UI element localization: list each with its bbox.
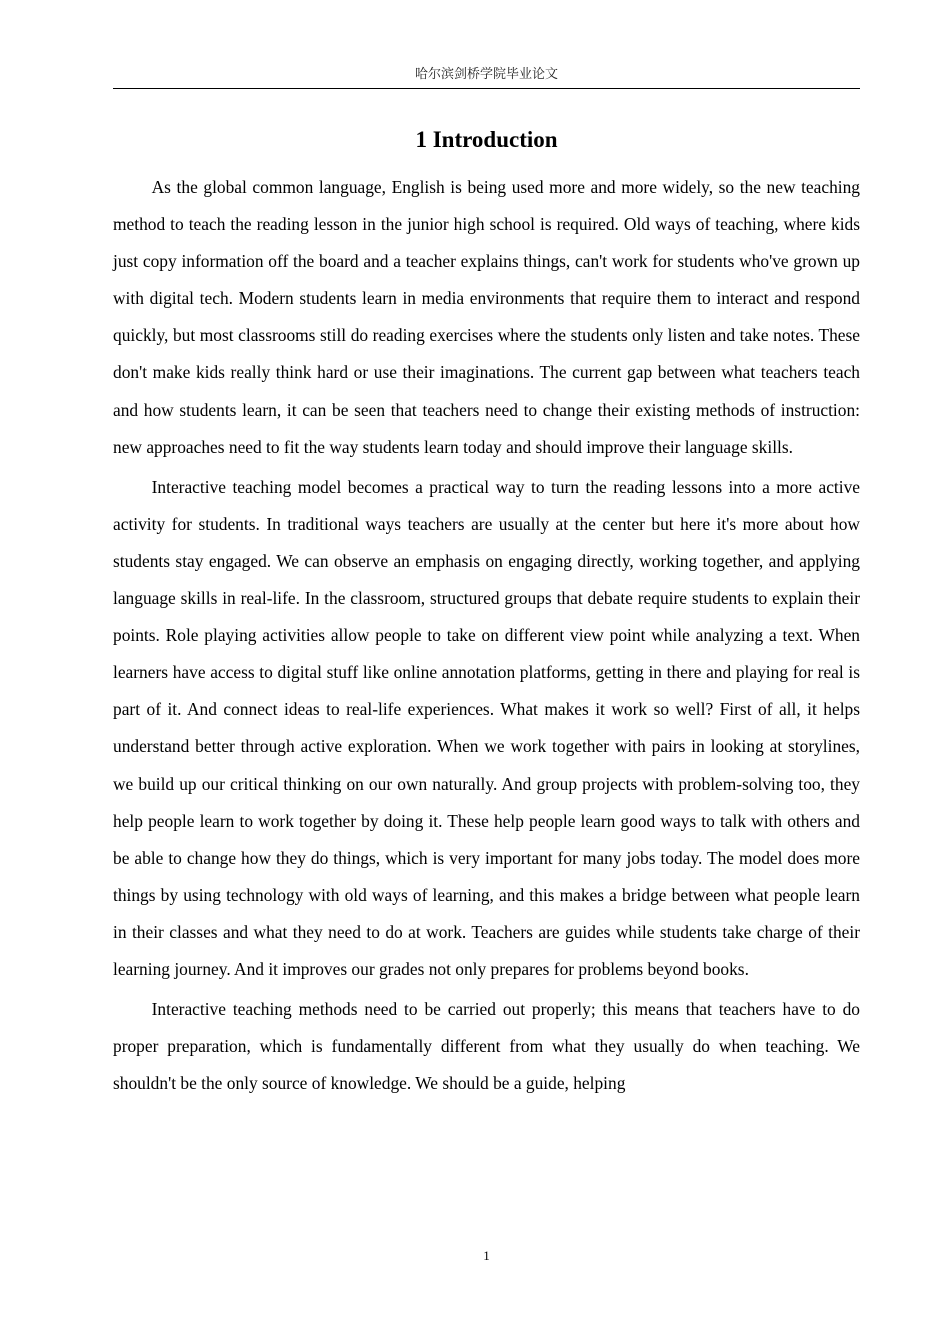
- chapter-title: 1 Introduction: [415, 127, 558, 152]
- paragraph-1: As the global common language, English is being used more and more widely, so the new teaching method to teach the reading lesson in the junior high school is required. Old ways of teaching, where kids just copy information off the board and a teacher explains things, can't work for students who've grown up with digital tech. Modern students learn in media environments that require them to interact and respond quickly, but most classrooms still do reading exercises where the students only listen and take notes. These don't make kids really think hard or use their imaginations. The current gap between what teachers teach and how students learn, it can be seen that teachers need to change their existing methods of instruction: new approaches need to fit the way students learn today and should improve their language skills.: [113, 177, 860, 457]
- header-rule: [113, 88, 860, 89]
- body-text: [113, 169, 860, 1105]
- paragraph-2: Interactive teaching model becomes a practical way to turn the reading lessons into a more active activity for students. In traditional ways teachers are usually at the center but here it's more about how students stay engaged. We can observe an emphasis on engaging directly, working together, and applying language skills in real-life. In the classroom, structured groups that debate require students to explain their points. Role playing activities allow people to take on different view point while analyzing a text. When learners have access to digital stuff like online annotation platforms, getting in there and playing for real is part of it. And connect ideas to real-life experiences. What makes it work so well? First of all, it helps understand better through active exploration. When we work together with pairs in looking at storylines, we build up our critical thinking on our own naturally. And group projects with problem-solving too, they help people learn to work together by doing it. These help people learn good ways to talk with others and be able to change how they do things, which is very important for many jobs today. The model does more things by using technology with old ways of learning, and this makes a bridge between what people learn in their classes and what they need to do at work. Teachers are guides while students take charge of their learning journey. And it improves our grades not only prepares for problems beyond books.: [113, 476, 860, 979]
- page-number: 1: [483, 1248, 490, 1263]
- paragraph-3: Interactive teaching methods need to be carried out properly; this means that teachers have to do proper preparation, which is fundamentally different from what they usually do when teaching. We shouldn't be the only source of knowledge. We should be a guide, helping: [113, 999, 860, 1094]
- running-header: 哈尔滨剑桥学院毕业论文: [414, 67, 558, 82]
